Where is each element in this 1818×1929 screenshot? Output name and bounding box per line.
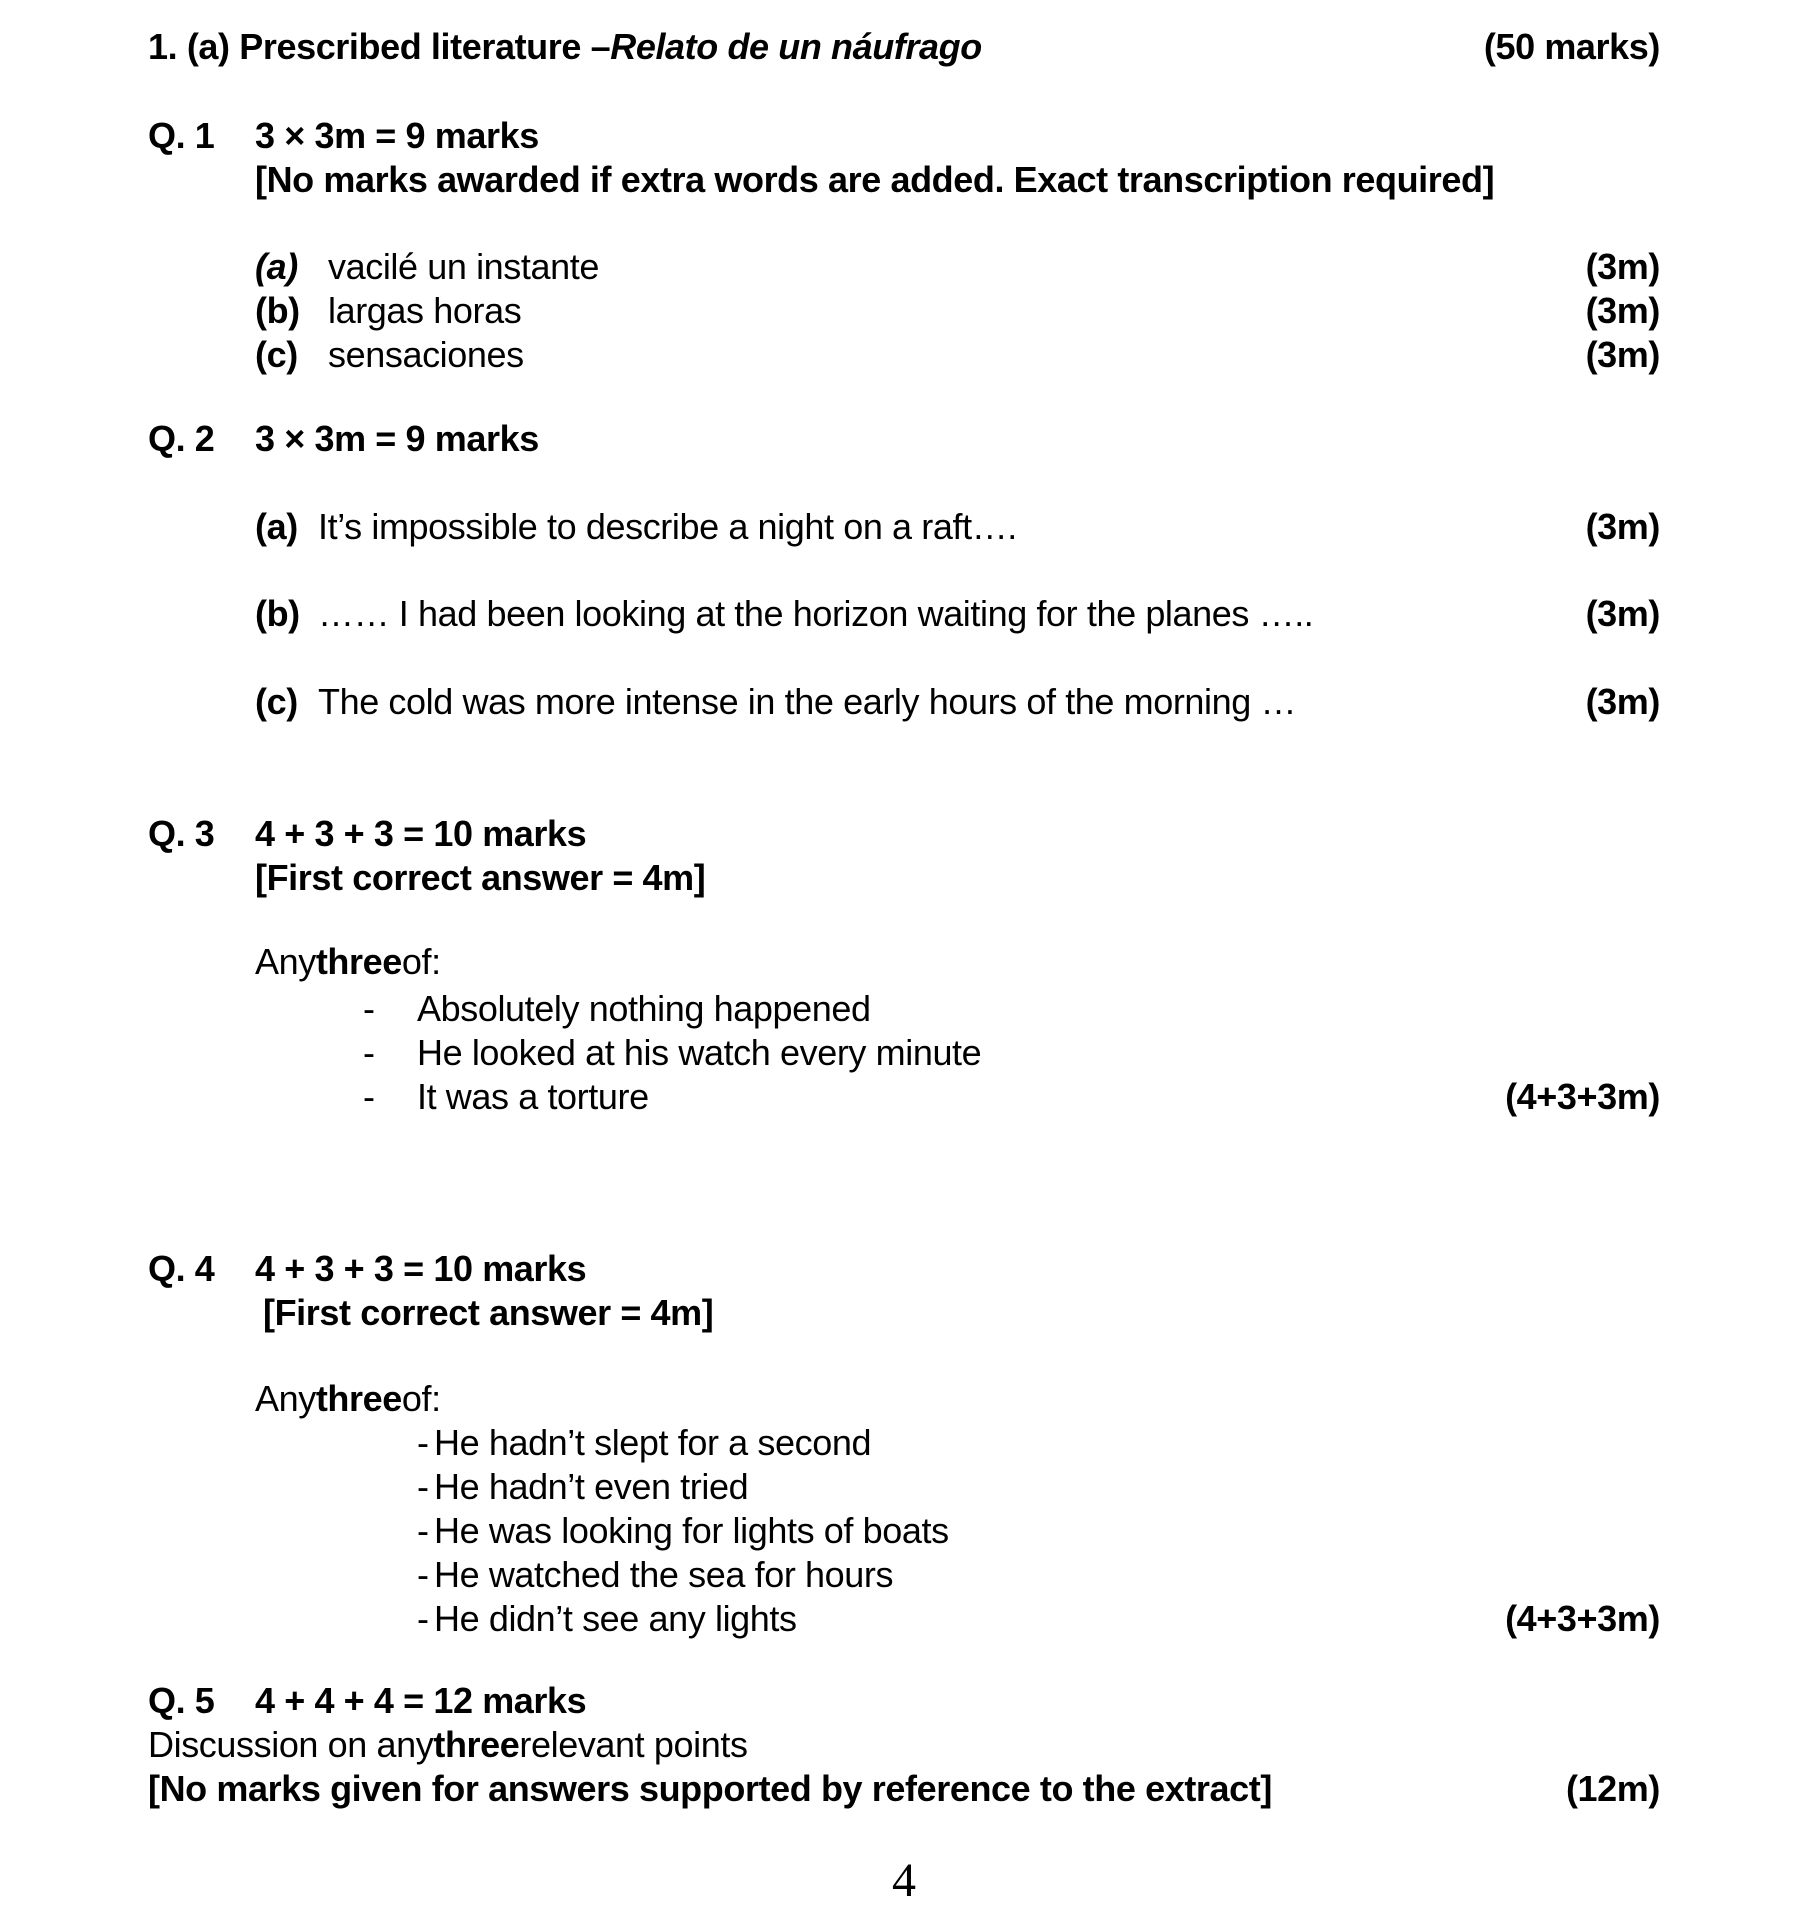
item-text: The cold was more intense in the early hours of the morning … [318,681,1297,722]
q4-bullet-1 [148,1465,1660,1509]
q5-discussion-pre: Discussion on any [148,1724,434,1765]
q1-heading: 3 × 3m = 9 marks [255,115,539,156]
bullet-text: He didn’t see any lights [434,1598,797,1639]
bullet-text: It was a torture [417,1076,649,1117]
page-number: 4 [892,1854,916,1907]
q4-heading-row [148,1247,1660,1291]
bullet-dash: - [363,1032,375,1073]
q3-bullet-1 [148,1031,1660,1075]
q4-bullet-4 [148,1597,1660,1641]
bullet-text: He hadn’t even tried [434,1466,749,1507]
q5-discussion-post: relevant points [519,1724,748,1765]
q3-heading-row [148,812,1660,856]
q1-heading-row [148,114,1660,158]
q3-label: Q. 3 [148,813,215,854]
q1-label: Q. 1 [148,115,215,156]
item-marks: (3m) [1585,593,1660,634]
q4-any-pre: Any [255,1378,316,1419]
bullet-dash: - [363,988,375,1029]
item-text: largas horas [328,290,522,331]
item-marks: (3m) [1585,290,1660,331]
q4-marks: (4+3+3m) [1505,1598,1660,1639]
item-label: (b) [255,290,300,331]
item-text: sensaciones [328,334,524,375]
q3-bullet-0 [148,987,1660,1031]
q4-note: [First correct answer = 4m] [263,1292,714,1333]
q4-bullet-2 [148,1509,1660,1553]
title-main: 1. (a) Prescribed literature – [148,26,611,67]
item-label: (a) [255,506,298,547]
q5-note-row [148,1767,1660,1811]
bullet-dash: - [417,1598,429,1639]
item-label: (c) [255,334,298,375]
q4-label: Q. 4 [148,1248,215,1289]
q4-heading: 4 + 3 + 3 = 10 marks [255,1248,587,1289]
q1-note-row [148,158,1660,202]
item-marks: (3m) [1585,334,1660,375]
q3-bullet-2 [148,1075,1660,1119]
q3-note-row [148,856,1660,900]
q2-item-c [148,680,1660,724]
q2-item-a [148,505,1660,549]
q4-bullet-3 [148,1553,1660,1597]
item-label: (b) [255,593,300,634]
q3-any-post: of: [401,941,441,982]
title-work: Relato de un náufrago [610,26,982,67]
q4-bullet-0 [148,1421,1660,1465]
q2-heading-row [148,417,1660,461]
item-text: …… I had been looking at the horizon waiting for the planes ….. [318,593,1314,634]
q2-label: Q. 2 [148,418,215,459]
q1-item-a [148,245,1660,289]
header-row [148,25,1660,69]
bullet-text: He hadn’t slept for a second [434,1422,872,1463]
q3-marks: (4+3+3m) [1505,1076,1660,1117]
item-text: It’s impossible to describe a night on a raft…. [318,506,1017,547]
q1-note: [No marks awarded if extra words are added. Exact transcription required] [255,159,1495,200]
bullet-text: He was looking for lights of boats [434,1510,949,1551]
footer [148,1853,1660,1909]
q4-any-post: of: [401,1378,441,1419]
q3-any-pre: Any [255,941,316,982]
page-title [148,25,982,69]
bullet-dash: - [417,1510,429,1551]
q5-note: [No marks given for answers supported by reference to the extract] [148,1768,1272,1809]
q5-discussion-bold: three [433,1724,520,1765]
q3-note: [First correct answer = 4m] [255,857,706,898]
q1-item-c [148,333,1660,377]
q5-marks: (12m) [1565,1768,1660,1809]
bullet-text: He watched the sea for hours [434,1554,894,1595]
total-marks: (50 marks) [1483,26,1660,67]
bullet-dash: - [417,1554,429,1595]
q4-any-bold: three [315,1378,402,1419]
q3-any-bold: three [315,941,402,982]
q2-heading: 3 × 3m = 9 marks [255,418,539,459]
item-text: vacilé un instante [328,246,599,287]
q2-item-b [148,592,1660,636]
bullet-dash: - [417,1466,429,1507]
item-label: (a) [255,246,298,287]
q5-heading: 4 + 4 + 4 = 12 marks [255,1680,587,1721]
q5-discussion-row [148,1723,1660,1767]
item-marks: (3m) [1585,681,1660,722]
q3-any-row [148,940,1660,984]
bullet-text: Absolutely nothing happened [417,988,871,1029]
item-marks: (3m) [1585,506,1660,547]
q4-any-row [148,1377,1660,1421]
item-label: (c) [255,681,298,722]
bullet-text: He looked at his watch every minute [417,1032,982,1073]
q5-label: Q. 5 [148,1680,215,1721]
q4-note-row [148,1291,1660,1335]
bullet-dash: - [363,1076,375,1117]
q5-heading-row [148,1679,1660,1723]
q1-item-b [148,289,1660,333]
bullet-dash: - [417,1422,429,1463]
item-marks: (3m) [1585,246,1660,287]
q3-heading: 4 + 3 + 3 = 10 marks [255,813,587,854]
